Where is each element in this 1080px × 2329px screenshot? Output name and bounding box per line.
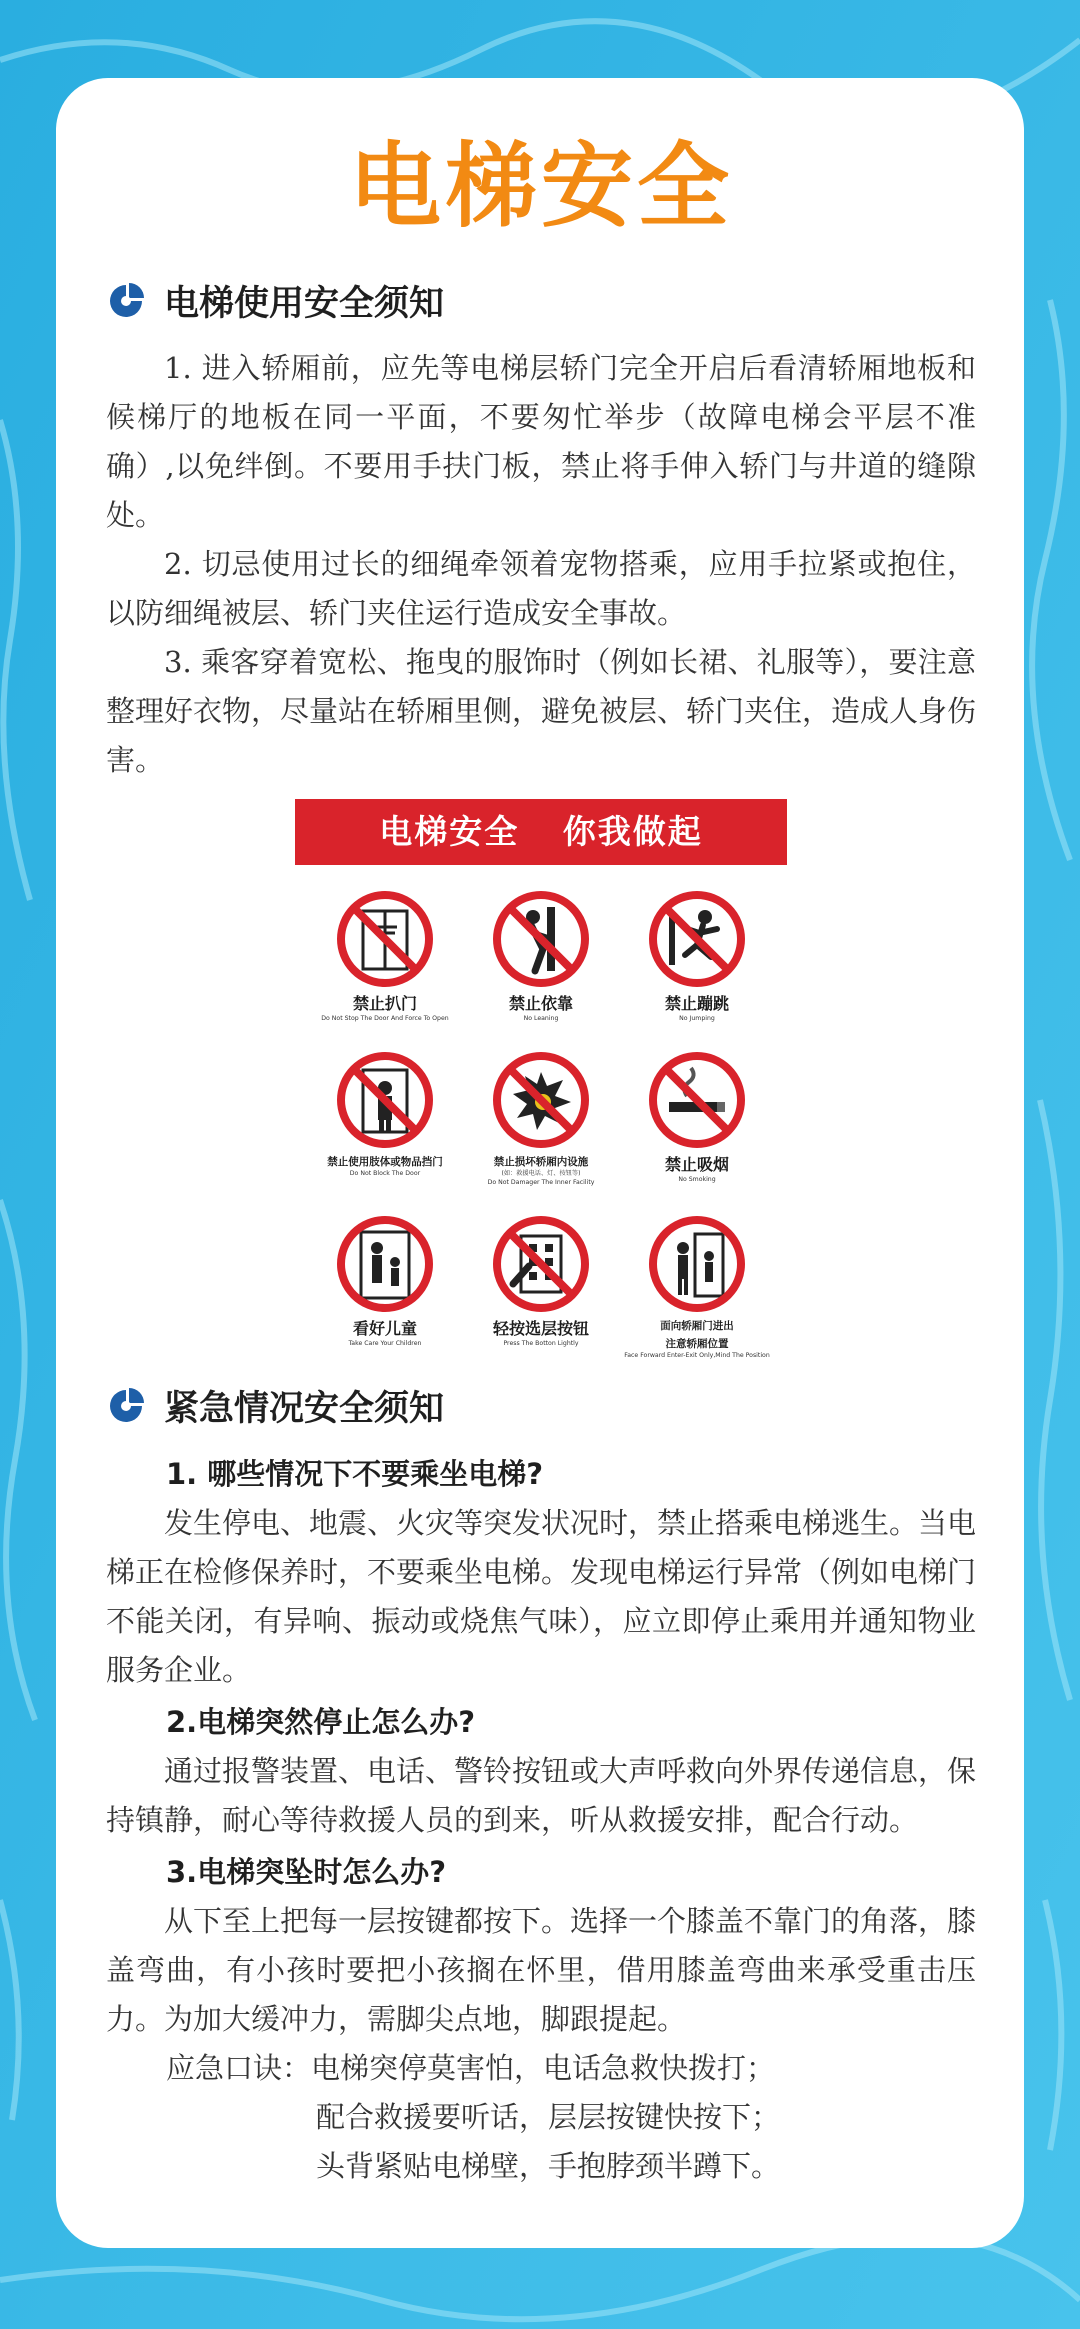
sign-label: 禁止蹦跳 xyxy=(664,994,729,1013)
sign-no-leaning xyxy=(466,889,616,1022)
sign-no-prying-door xyxy=(310,889,460,1022)
no-damage-icon xyxy=(491,1050,591,1150)
sign-grid xyxy=(295,889,787,1359)
sign-face-door xyxy=(622,1214,772,1359)
sign-watch-children xyxy=(310,1214,460,1359)
answer-3: 从下至上把每一层按键都按下。选择一个膝盖不靠门的角落，膝盖弯曲，有小孩时要把小孩搁在怀里，借用膝盖弯曲来承受重击压力。为加大缓冲力，需脚尖点地，脚跟提起。 xyxy=(106,1904,977,2036)
usage-paragraph-2: 2. 切忌使用过长的细绳牵领着宠物搭乘，应用手拉紧或抱住，以防细绳被层、轿门夹住运行造成安全事故。 xyxy=(106,547,976,630)
sign-english: Take Care Your Children xyxy=(348,1340,422,1347)
no-smoking-icon xyxy=(647,1050,747,1150)
sign-english: Face Forward Enter-Exit Only,Mind The Position xyxy=(624,1352,770,1359)
sign-label: 禁止吸烟 xyxy=(664,1155,729,1174)
question-2: 2.电梯突然停止怎么办? xyxy=(166,1705,476,1739)
sign-label: 禁止损坏轿厢内设施 xyxy=(493,1156,589,1168)
page-title: 电梯安全 xyxy=(348,133,733,240)
section-heading-usage xyxy=(106,276,976,326)
sign-label: 禁止依靠 xyxy=(508,994,573,1013)
sign-english: No Jumping xyxy=(679,1015,715,1022)
sign-label: 禁止扒门 xyxy=(352,994,417,1013)
pie-bullet-icon xyxy=(106,1386,146,1426)
answer-1: 发生停电、地震、火灾等突发状况时，禁止搭乘电梯逃生。当电梯正在检修保养时，不要乘坐电梯。发现电梯运行异常（例如电梯门不能关闭，有异响、振动或烧焦气味），应立即停止乘用并通知物业服务企业。 xyxy=(106,1506,977,1687)
sign-english: Do Not Stop The Door And Force To Open xyxy=(321,1015,449,1022)
sign-sub-label: (如：救援电话、灯、按钮等) xyxy=(501,1170,581,1177)
press-button-lightly-icon xyxy=(491,1214,591,1314)
answer-2: 通过报警装置、电话、警铃按钮或大声呼救向外界传递信息，保持镇静，耐心等待救援人员的到来，听从救援安排，配合行动。 xyxy=(106,1754,977,1837)
no-jumping-icon xyxy=(647,889,747,989)
sign-english: Do Not Block The Door xyxy=(349,1170,421,1177)
sign-no-jumping xyxy=(622,889,772,1022)
sign-label-line2: 注意轿厢位置 xyxy=(665,1338,729,1350)
sign-english: Press The Botton Lightly xyxy=(503,1340,579,1347)
section-title: 电梯使用安全须知 xyxy=(164,284,445,324)
usage-paragraph-1: 1. 进入轿厢前，应先等电梯层轿门完全开启后看清轿厢地板和候梯厅的地板在同一平面，不要匆忙举步（故障电梯会平层不准确）,以免绊倒。不要用手扶门板，禁止将手伸入轿门与井道的缝隙处。 xyxy=(106,351,976,532)
question-3: 3.电梯突坠时怎么办? xyxy=(166,1855,447,1889)
safety-sign-poster xyxy=(295,799,787,1359)
section-title: 紧急情况安全须知 xyxy=(164,1389,445,1429)
no-blocking-door-icon xyxy=(335,1050,435,1150)
content-card xyxy=(56,78,1024,2248)
sign-english: No Leaning xyxy=(523,1015,559,1022)
mnemonic-label: 应急口诀： xyxy=(166,2051,312,2085)
no-leaning-icon xyxy=(491,889,591,989)
mnemonic-line-1 xyxy=(166,2044,976,2093)
sign-label: 禁止使用肢体或物品挡门 xyxy=(327,1156,443,1168)
poster-banner: 电梯安全 你我做起 xyxy=(295,799,787,865)
usage-paragraph-3: 3. 乘客穿着宽松、拖曳的服饰时（例如长裙、礼服等），要注意整理好衣物，尽量站在轿厢里侧，避免被层、轿门夹住，造成人身伤害。 xyxy=(106,645,977,777)
watch-children-icon xyxy=(335,1214,435,1314)
no-prying-door-icon xyxy=(335,889,435,989)
sign-english: Do Not Damager The Inner Facility xyxy=(487,1179,595,1186)
sign-no-blocking-door xyxy=(310,1050,460,1186)
sign-no-damage xyxy=(466,1050,616,1186)
question-1: 1. 哪些情况下不要乘坐电梯? xyxy=(166,1457,544,1491)
sign-label: 看好儿童 xyxy=(352,1319,417,1338)
sign-no-smoking xyxy=(622,1050,772,1186)
face-door-icon xyxy=(647,1214,747,1314)
emergency-mnemonic xyxy=(106,2044,976,2191)
pie-bullet-icon xyxy=(106,281,146,321)
sign-label: 面向轿厢门进出 xyxy=(660,1320,734,1332)
sign-english: No Smoking xyxy=(678,1176,716,1183)
mnemonic-text: 电梯突停莫害怕，电话急救快拨打； xyxy=(311,2051,776,2085)
sign-press-lightly xyxy=(466,1214,616,1359)
section-heading-emergency xyxy=(106,1381,976,1431)
sign-label: 轻按选层按钮 xyxy=(492,1319,589,1338)
mnemonic-line-3: 头背紧贴电梯壁，手抱脖颈半蹲下。 xyxy=(316,2149,781,2183)
mnemonic-line-2: 配合救援要听话，层层按键快按下； xyxy=(316,2100,781,2134)
